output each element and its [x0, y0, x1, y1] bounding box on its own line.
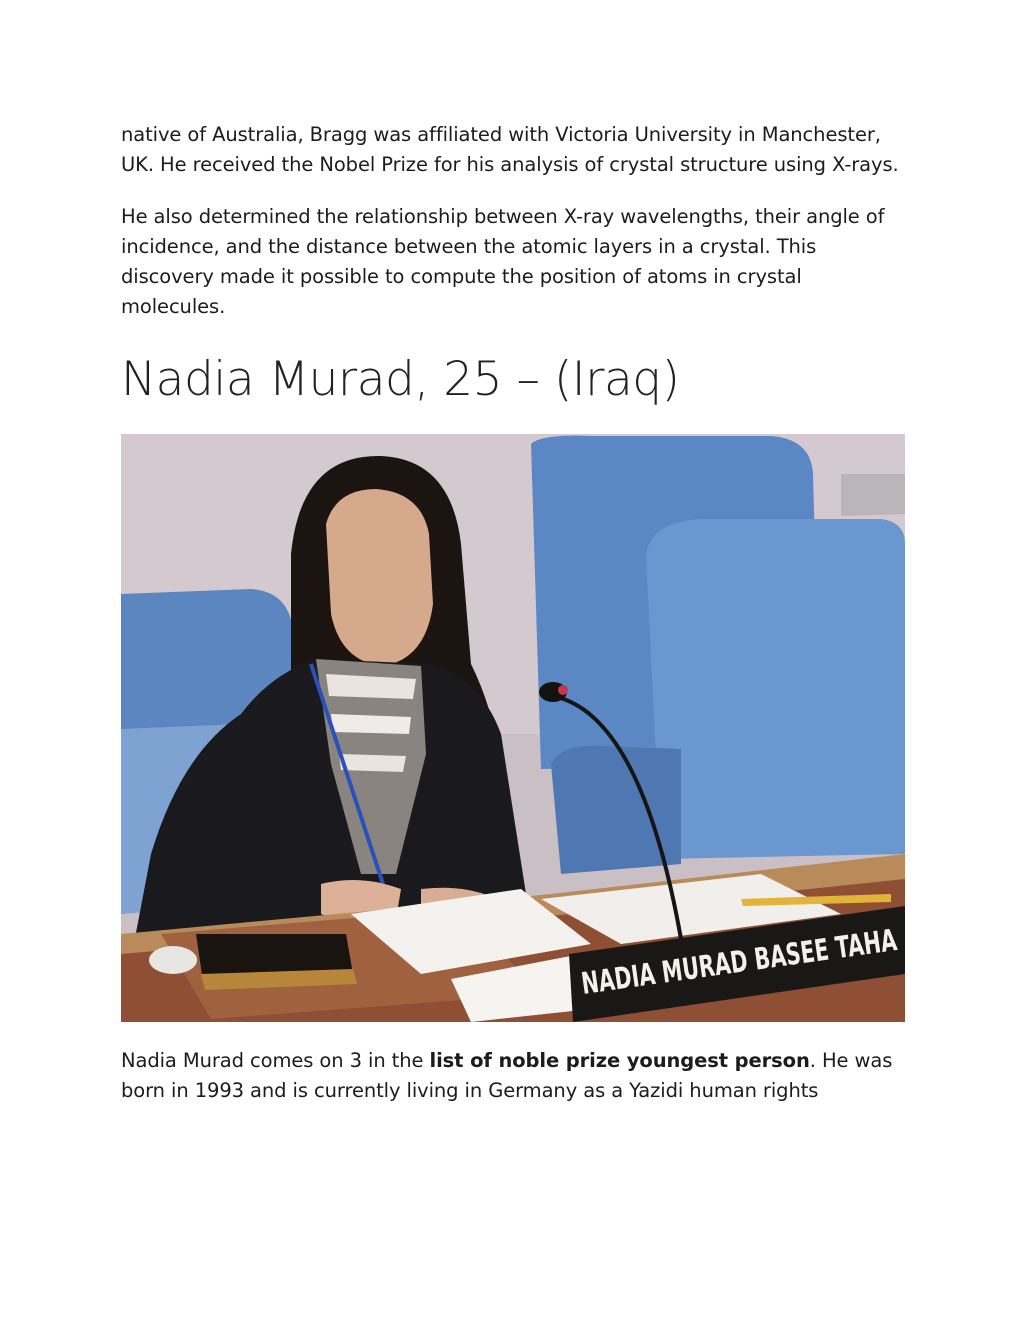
paragraph-nadia-text-1: Nadia Murad comes on 3 in the [121, 1049, 430, 1072]
article-body [121, 120, 997, 1106]
section-heading: Nadia Murad, 25 – (Iraq) [121, 352, 680, 407]
photo-nadia-murad [121, 434, 997, 1022]
paragraph-bragg-discovery: He also determined the relationship between X-ray wavelengths, their angle of incidence, and the distance between the atomic layers in a crystal. This discovery made it possible to compute the position of atoms in crystal molecules. [121, 205, 885, 318]
paragraph-nadia [121, 1046, 905, 1106]
paragraph-bragg: native of Australia, Bragg was affiliated with Victoria University in Manchester, UK. He received the Nobel Prize for his analysis of crystal structure using X-rays. [121, 123, 899, 176]
nameplate-text: NADIA MURAD BASEE TAHA [579, 909, 997, 1002]
paragraph-nadia-bold-link: list of noble prize youngest person [429, 1049, 810, 1072]
paragraph-nadia-text-2: . He was born in 1993 and is currently living in Germany as a Yazidi human rights [121, 1049, 893, 1102]
